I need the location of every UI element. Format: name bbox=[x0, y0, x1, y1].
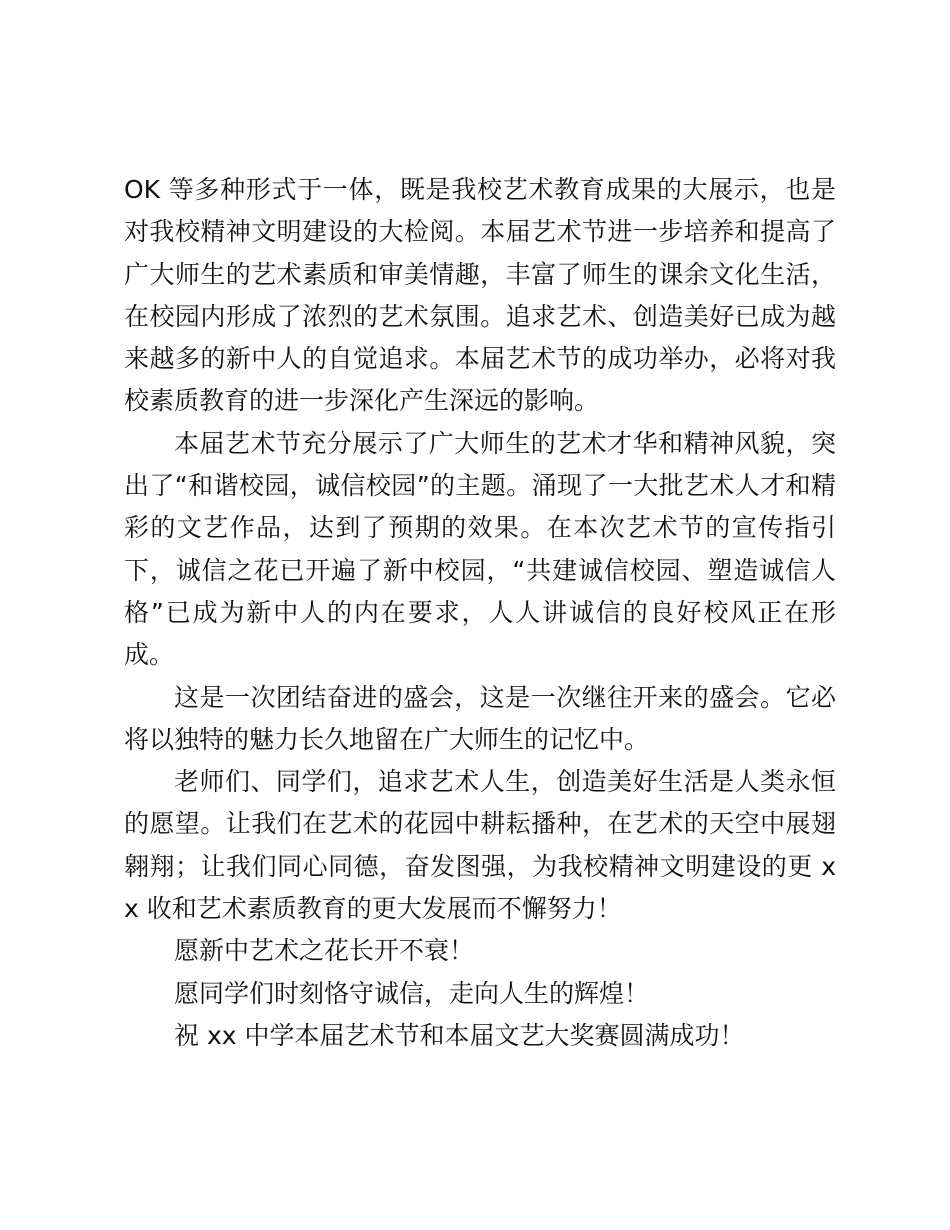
paragraph-art-festival-summary: OK 等多种形式于一体，既是我校艺术教育成果的大展示，也是对我校精神文明建设的大检阅。本届艺术节进一步培养和提高了广大师生的艺术素质和审美情趣，丰富了师生的课余文化生活，在校园内形成了浓烈的艺术氛围。追求艺术、创造美好已成为越来越多的新中人的自觉追求。本届艺术节的成功举办，必将对我校素质教育的进一步深化产生深远的影响。 bbox=[124, 175, 836, 416]
paragraph-wish-art-flowers: 愿新中艺术之花长开不衰！ bbox=[174, 936, 475, 966]
paragraph-grand-event: 这是一次团结奋进的盛会，这是一次继往开来的盛会。它必将以独特的魅力长久地留在广大师生的记忆中。 bbox=[124, 682, 836, 754]
paragraph-wish-success: 祝 xx 中学本届艺术节和本届文艺大奖赛圆满成功！ bbox=[174, 1020, 745, 1050]
paragraph-call-to-action: 老师们、同学们，追求艺术人生，创造美好生活是人类永恒的愿望。让我们在艺术的花园中耕耘播种，在艺术的天空中展翅翱翔；让我们同心同德，奋发图强，为我校精神文明建设的更 xx 收和艺术素质教育的更大发展而不懈努力！ bbox=[124, 767, 836, 924]
paragraph-wish-students: 愿同学们时刻恪守诚信，走向人生的辉煌！ bbox=[174, 978, 650, 1008]
document-body bbox=[124, 169, 836, 1057]
paragraph-festival-achievements: 本届艺术节充分展示了广大师生的艺术才华和精神风貌，突出了“和谐校园，诚信校园”的主题。涌现了一大批艺术人才和精彩的文艺作品，达到了预期的效果。在本次艺术节的宣传指引下，诚信之花已开遍了新中校园，“共建诚信校园、塑造诚信人格”已成为新中人的内在要求，人人讲诚信的良好校风正在形成。 bbox=[124, 428, 836, 670]
